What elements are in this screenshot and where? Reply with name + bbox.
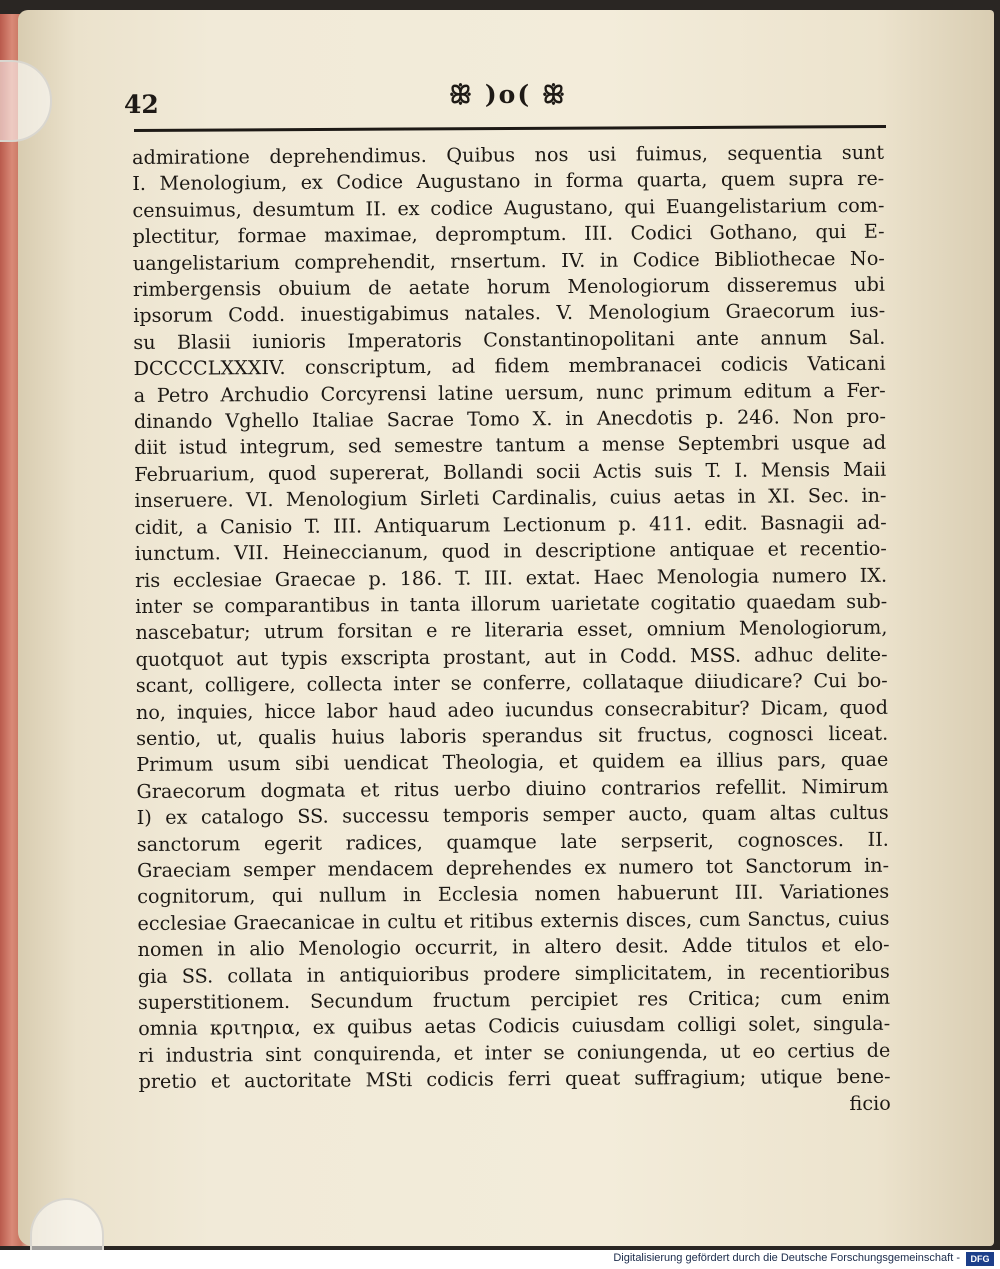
text-line: cognitorum, qui nullum in Ecclesia nomen habuerunt III. Variationes bbox=[137, 880, 890, 909]
dfg-logo: DFG bbox=[966, 1252, 994, 1266]
text-line: scant, colligere, collecta inter se conferre, collataque diiudicare? Cui bo- bbox=[135, 668, 888, 698]
text-line: rimbergensis obuium de aetate horum Menologiorum disseremus ubi bbox=[132, 272, 886, 302]
text-line: su Blasii iunioris Imperatoris Constantinopolitani ante annum Sal. bbox=[133, 325, 886, 354]
text-line: ipsorum Codd. inuestigabimus natales. V. Menologium Graecorum ius- bbox=[133, 299, 886, 328]
text-line: iunctum. VII. Heineccianum, quod in descriptione antiquae et recentio- bbox=[134, 536, 887, 566]
text-line: Graecorum dogmata et ritus uerbo diuino contrarios refellit. Nimirum bbox=[136, 774, 889, 803]
text-line: gia SS. collata in antiquioribus prodere simplicitatem, in recentioribus bbox=[137, 959, 890, 988]
text-line: pretio et auctoritate MSti codicis ferri queat suffragium; utique bene- bbox=[138, 1064, 891, 1094]
text-line: nomen in alio Menologio occurrit, in altero desit. Adde titulos et elo- bbox=[137, 932, 890, 962]
footer-credit: Digitalisierung gefördert durch die Deutsche Forschungsgemeinschaft - bbox=[613, 1252, 960, 1264]
text-line: inter se comparantibus in tanta illorum uarietate cogitatio quaedam sub- bbox=[135, 589, 888, 618]
text-line: inseruere. VI. Menologium Sirleti Cardinalis, cuius aetas in XI. Sec. in- bbox=[134, 484, 887, 513]
text-line: dinando Vghello Italiae Sacrae Tomo X. in Anecdotis p. 246. Non pro- bbox=[133, 404, 886, 434]
text-line: uangelistarium comprehendit, rnsertum. IV. in Codice Bibliothecae No- bbox=[132, 246, 885, 275]
text-line: I) ex catalogo SS. successu temporis semper aucto, quam altas cultus bbox=[136, 800, 889, 830]
text-line: sentio, ut, qualis huius laboris sperandus sit fructus, cognosci liceat. bbox=[136, 721, 889, 750]
text-line: Graeciam semper mendacem deprehendes ex numero tot Sanctorum in- bbox=[136, 853, 890, 882]
header-ornament: ꕥ )o( ꕥ bbox=[448, 80, 568, 109]
text-line: ecclesiae Graecanicae in cultu et ritibus externis disces, cum Sanctus, cuius bbox=[137, 906, 890, 935]
text-line: diit istud integrum, sed semestre tantum a mense Septembri usque ad bbox=[134, 431, 887, 460]
text-line: omnia κριτηρια, ex quibus aetas Codicis cuiusdam colligi solet, singula- bbox=[138, 1012, 891, 1041]
text-line: admiratione deprehendimus. Quibus nos usi fuimus, sequentia sunt bbox=[132, 140, 885, 169]
text-line: Primum usum sibi uendicat Theologia, et quidem ea illius pars, quae bbox=[136, 748, 889, 777]
text-line: nascebatur; utrum forsitan e re literaria esset, omnium Menologiorum, bbox=[135, 616, 888, 645]
text-line: cidit, a Canisio T. III. Antiquarum Lectionum p. 411. edit. Basnagii ad- bbox=[134, 510, 887, 539]
text-line: Februarium, quod supererat, Bollandi socii Actis suis T. I. Mensis Maii bbox=[134, 457, 887, 486]
text-line: ris ecclesiae Graecae p. 186. T. III. extat. Haec Menologia numero IX. bbox=[134, 563, 888, 592]
page-number: 42 bbox=[124, 90, 159, 119]
text-line: I. Menologium, ex Codice Augustano in forma quarta, quem supra re- bbox=[132, 167, 885, 196]
body-text bbox=[132, 140, 891, 1122]
text-line: no, inquies, hicce labor haud adeo iucundus consecrabitur? Dicam, quod bbox=[135, 695, 889, 724]
text-line: DCCCCLXXXIV. conscriptum, ad fidem membranacei codicis Vaticani bbox=[133, 351, 886, 381]
text-line: ri industria sint conquirenda, et inter se coniungenda, ut eo certius de bbox=[138, 1038, 891, 1067]
catchword: ficio bbox=[849, 1091, 891, 1115]
text-line: superstitionem. Secundum fructum percipiet res Critica; cum enim bbox=[137, 985, 891, 1014]
text-line: plectitur, formae maximae, depromptum. III. Codici Gothano, qui E- bbox=[132, 219, 885, 249]
text-line: a Petro Archudio Corcyrensi latine uersum, nunc primum editum a Fer- bbox=[133, 378, 886, 407]
text-line: quotquot aut typis exscripta prostant, aut in Codd. MSS. adhuc delite- bbox=[135, 642, 888, 671]
text-line: sanctorum egerit radices, quamque late serpserit, cognosces. II. bbox=[136, 827, 889, 856]
text-line: censuimus, desumtum II. ex codice Augustano, qui Euangelistarium com- bbox=[132, 193, 885, 222]
